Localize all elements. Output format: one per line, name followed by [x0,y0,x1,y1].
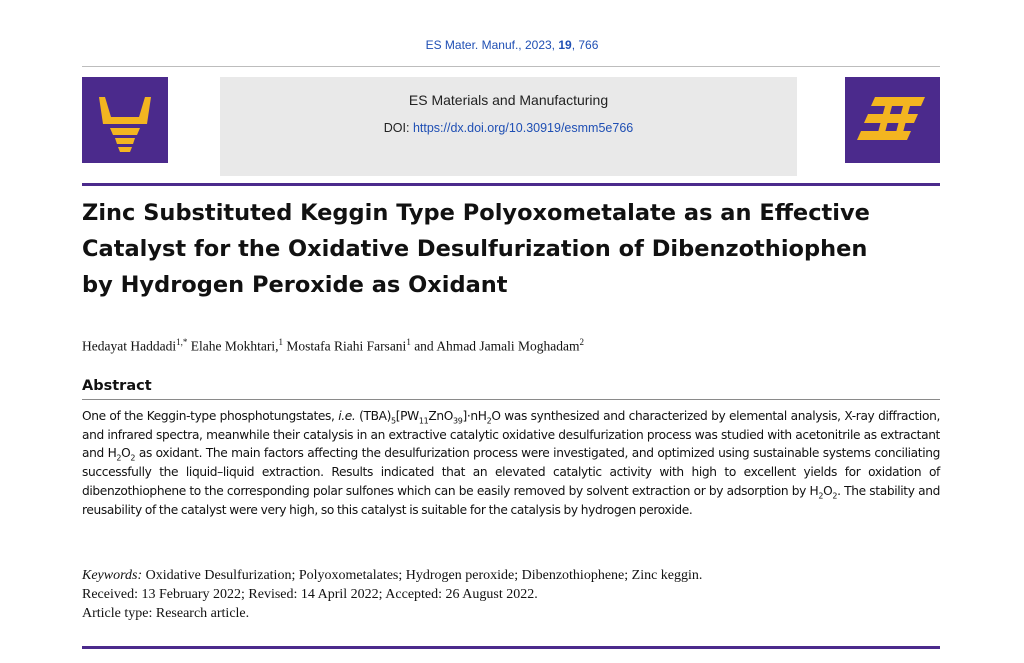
keywords-line [82,568,702,584]
subscript: 2 [130,453,136,463]
author-affiliation: 1 [406,337,411,347]
abstract-segment: O was synthesized and characterized by elemental analysis, X-ray diffraction, and infrared spectra, meanwhile their catalysis in an extractive catalytic oxidative desulfurization process was studied with acetonitrile as extractant and H [82,409,940,461]
author-affiliation: 2 [579,337,585,347]
abstract-segment: i.e. [338,409,356,423]
abstract-text [82,407,940,519]
author-name: Elahe Mokhtari, [190,338,279,354]
subscript: 2 [486,416,492,426]
abstract-segment: ZnO [428,409,453,423]
subscript: 2 [832,491,838,501]
citation-year: 2023 [524,38,552,52]
author-affiliation: 1 [278,337,283,347]
publisher-logo-icon [845,77,940,163]
abstract-segment: One of the Keggin-type phosphotungstates, [82,409,339,423]
header-divider [82,66,940,67]
title-top-rule [82,183,940,186]
author-affiliation: 1,* [176,337,188,347]
keywords-text: Oxidative Desulfurization; Polyoxometalates; Hydrogen peroxide; Dibenzothiophene; Zinc keggin. [142,568,703,583]
journal-header-box [220,77,797,176]
abstract-segment: O [121,446,131,461]
paper-title [82,195,942,303]
footer-rule [82,646,940,649]
doi-link[interactable]: https://dx.doi.org/10.30919/esmm5e766 [412,121,634,135]
abstract-segment: [PW [395,409,419,423]
citation-article: 766 [578,38,599,52]
keywords-label: Keywords: [82,568,143,583]
citation-volume: 19 [558,38,572,52]
subscript: 11 [418,416,429,426]
title-line: Zinc Substituted Keggin Type Polyoxometalate as an Effective [82,200,870,226]
author-name: Mostafa Riahi Farsani [286,338,407,354]
abstract-divider [82,399,940,400]
citation-journal: ES Mater. Manuf. [425,38,519,52]
subscript: 2 [116,453,122,463]
title-line: Catalyst for the Oxidative Desulfurization of Dibenzothiophen [82,236,868,262]
subscript: 39 [452,416,463,426]
abstract-heading: Abstract [82,378,152,394]
author-list [82,337,942,355]
author-name: Hedayat Haddadi [82,338,177,354]
title-line: by Hydrogen Peroxide as Oxidant [82,272,508,298]
abstract-segment: . The stability and reusability of the catalyst were very high, so this catalyst is suitable for the catalysis by hydrogen peroxide. [82,483,940,517]
subscript: 2 [818,491,824,501]
journal-citation: ES Mater. Manuf., 2023, 19, 766 [425,38,599,52]
author-name: Ahmad Jamali Moghadam [436,338,580,354]
doi-line [220,121,797,135]
author-separator: and [410,338,437,354]
article-type: Article type: Research article. [82,606,250,621]
subscript: 5 [391,416,396,426]
doi-label: DOI: [383,121,410,135]
abstract-segment: (TBA) [355,409,392,423]
abstract-segment: as oxidant. The main factors affecting the desulfurization process were investigated, and optimized using sustainable systems conciliating successfully the liquid–liquid extraction. Results indicated that an elevated catalytic activity with high to excellent yields for oxidation of dibenzothiophene to the corresponding polar sulfones which can be easily removed by solvent extraction or by adsorption by H [82,446,940,498]
abstract-segment: ]·nH [462,409,487,423]
article-dates: Received: 13 February 2022; Revised: 14 April 2022; Accepted: 26 August 2022. [82,587,538,602]
journal-name: ES Materials and Manufacturing [408,92,609,108]
journal-logo-icon [82,77,168,163]
abstract-segment: O [823,483,833,498]
